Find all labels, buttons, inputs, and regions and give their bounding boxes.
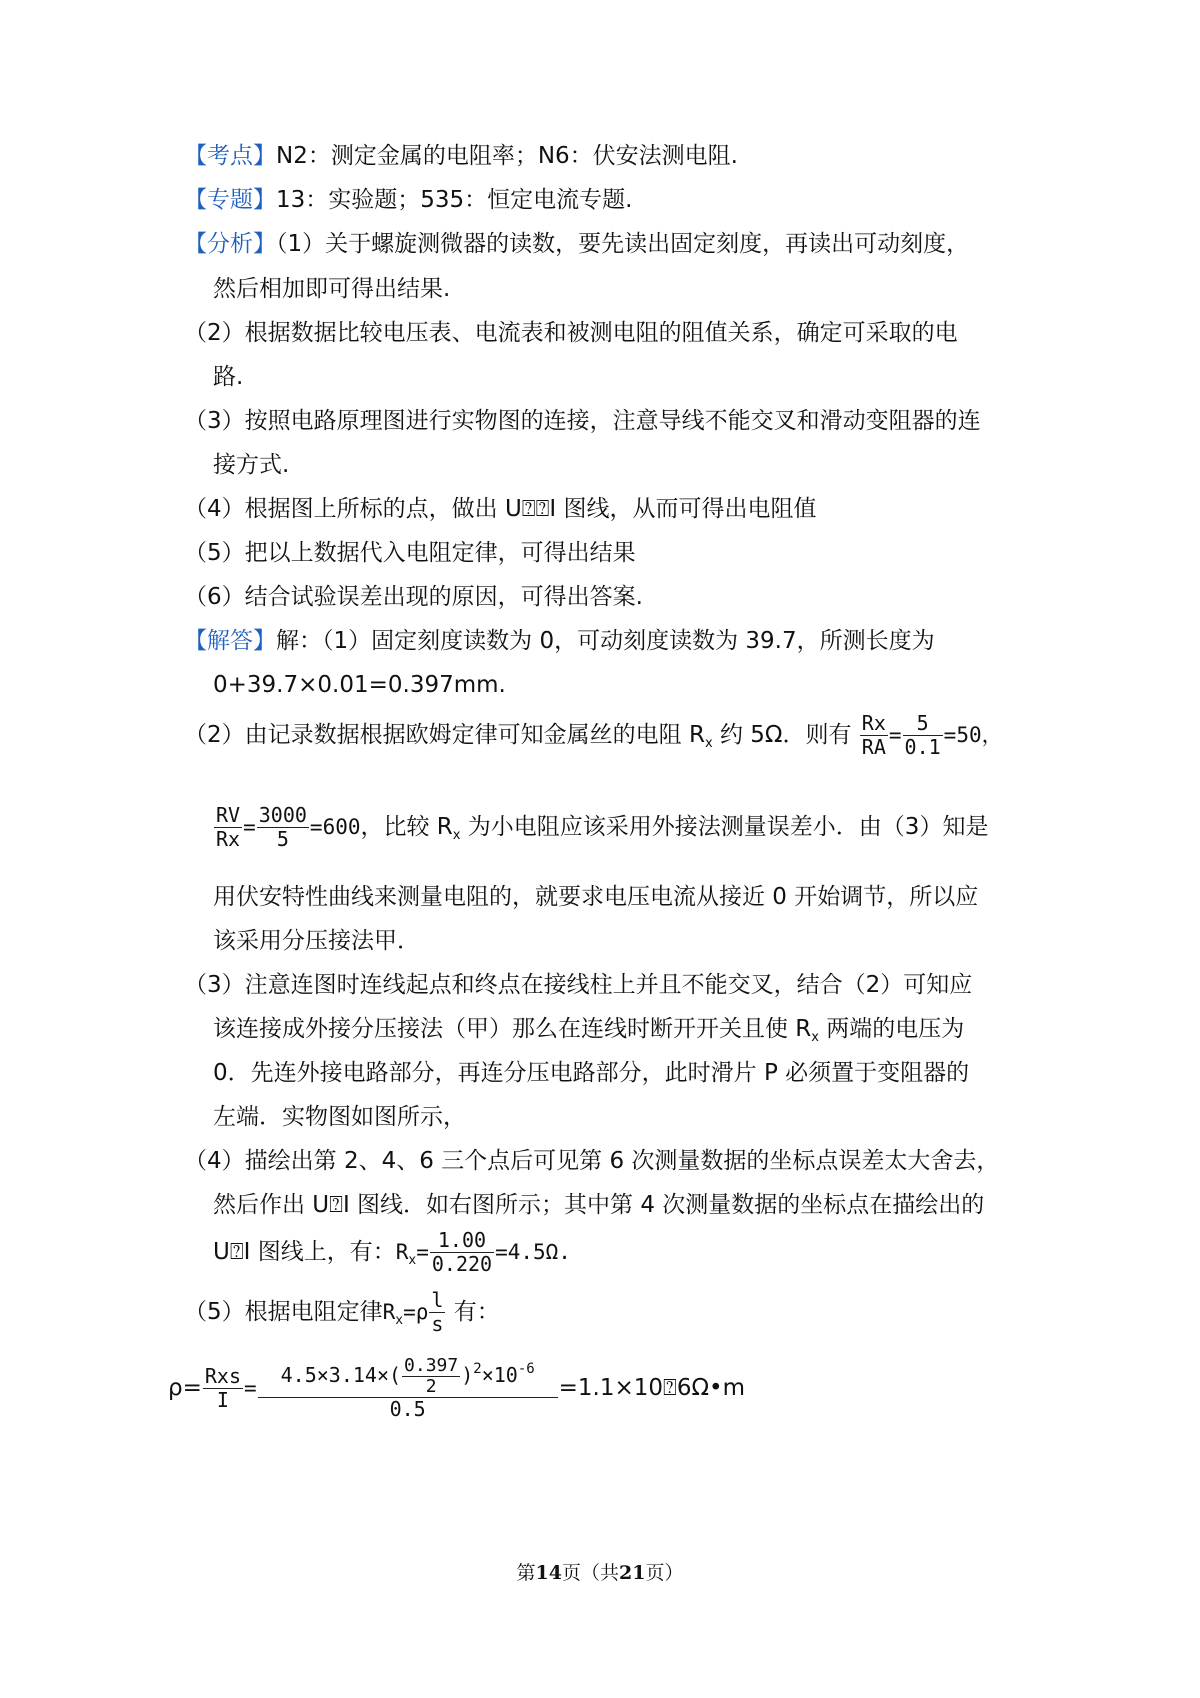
- fraction-0397-2: [402, 1356, 460, 1397]
- fenxi-p4: （4）根据图上所标的点，做出 U⍰⍰I 图线，从而可得出电阻值: [184, 496, 817, 522]
- big-num-b: ): [461, 1363, 474, 1387]
- s2a-result: =50，: [943, 723, 1003, 747]
- fraction-rxs-i: [203, 1365, 243, 1412]
- s5-post: 有：: [453, 1299, 500, 1325]
- jieda-s2b: $\frac{RV}{Rx}$ = $\frac{3000}{5}$ =600，比较 $R_x$ 为小电阻应该采用外接法测量误差小．由（3）知是: [216, 803, 989, 851]
- jieda-s4b: 然后作出 U⍰I 图线．如右图所示；其中第 4 次测量数据的坐标点在描绘出的: [213, 1192, 985, 1218]
- fraction-big-den: 0.5: [389, 1397, 426, 1421]
- fraction-l-s: [429, 1289, 445, 1336]
- footer-mid: 页（共: [561, 1562, 619, 1584]
- fraction-100-0220-den: 0.220: [431, 1252, 493, 1276]
- fraction-rx-ra: [860, 712, 888, 759]
- final-result: =1.1×10⍰6Ω•m: [558, 1375, 746, 1401]
- kaodian-text: N2：测定金属的电阻率；N6：伏安法测电阻.: [276, 143, 738, 169]
- fraction-3000-5-num: 3000: [258, 803, 307, 827]
- s5-rho: =ρ: [403, 1300, 429, 1324]
- fenxi-p6: （6）结合试验误差出现的原因，可得出答案.: [184, 584, 643, 610]
- footer-total-pages: 21: [619, 1562, 646, 1584]
- fraction-rv-rx: [214, 804, 242, 851]
- zhuanti-line: [184, 185, 632, 215]
- fraction-100-0220-num: 1.00: [430, 1229, 494, 1253]
- fraction-rx-ra-den: RA: [861, 735, 886, 759]
- fenxi-p1a: （1）关于螺旋测微器的读数，要先读出固定刻度，再读出可动刻度，: [276, 231, 970, 257]
- jieda-line-1: [184, 626, 935, 656]
- fenxi-p3a: （3）按照电路原理图进行实物图的连接，注意导线不能交叉和滑动变阻器的连: [184, 408, 981, 434]
- s2b-result: =600: [309, 815, 361, 839]
- fenxi-p2b: 路.: [213, 364, 244, 390]
- fenxi-p1b: 然后相加即可得出结果.: [213, 276, 451, 302]
- fenxi-p2a: （2）根据数据比较电压表、电流表和被测电阻的阻值关系，确定可采取的电: [184, 320, 958, 346]
- footer-pre: 第: [516, 1562, 536, 1584]
- fraction-5-01-num: 5: [903, 712, 943, 736]
- jieda-s4a: （4）描绘出第 2、4、6 三个点后可见第 6 次测量数据的坐标点误差太大舍去，: [184, 1148, 1000, 1174]
- page-footer: [0, 1558, 1200, 1585]
- fraction-big: [258, 1356, 558, 1421]
- s2b-sub-x: x: [452, 828, 461, 843]
- footer-page-number: 14: [535, 1562, 562, 1584]
- big-num-a: 4.5×3.14×(: [280, 1363, 402, 1387]
- jieda-s5: （5）根据电阻定律$R_x=\rho$ $\frac{l}{s}$ 有：: [184, 1288, 500, 1336]
- jieda-s3d: 左端．实物图如图所示，: [213, 1104, 466, 1130]
- fraction-rxs-i-den: I: [216, 1388, 229, 1412]
- fraction-big-num: 4.5×3.14×( $\frac{0.397}{2}$ )$^2\times 10^{-6}$: [258, 1356, 558, 1398]
- jieda-s4c: U⍰I 图线上，有：$R_x=$ $\frac{1.00}{0.220}$ =4.5Ω.: [213, 1228, 571, 1276]
- fraction-rv-rx-den: Rx: [216, 827, 241, 851]
- s2a-mid: 约 5Ω．则有: [712, 722, 852, 748]
- jieda-s3c: 0．先连外接电路部分，再连分压电路部分，此时滑片 P 必须置于变阻器的: [213, 1060, 970, 1086]
- fraction-5-01-den: 0.1: [904, 735, 941, 759]
- s4c-pre: U⍰I 图线上，有：: [213, 1239, 396, 1265]
- fenxi-p5: （5）把以上数据代入电阻定律，可得出结果: [184, 540, 636, 566]
- s3b-sub-x: x: [811, 1030, 819, 1045]
- jieda-s3b: [213, 1014, 964, 1053]
- fraction-l-s-den: s: [431, 1312, 444, 1336]
- fraction-rv-rx-num: RV: [216, 803, 241, 827]
- s2b-txt2: 为小电阻应该采用外接法测量误差小．由（3）知是: [460, 814, 989, 840]
- fraction-rx-ra-num: Rx: [861, 711, 886, 735]
- s4c-result: =4.5Ω.: [495, 1240, 571, 1264]
- fraction-5-01: [903, 712, 943, 759]
- s2a-pre: （2）由记录数据根据欧姆定律可知金属丝的电阻 R: [184, 722, 705, 748]
- s2a-sub-x: x: [704, 736, 713, 751]
- jieda-s2d: 该采用分压接法甲．: [213, 928, 420, 954]
- kaodian-tag: 【考点】: [184, 143, 276, 169]
- s3b-part2: 两端的电压为: [819, 1016, 965, 1042]
- s3b-part1: 该连接成外接分压接法（甲）那么在连线时断开开关且使 R: [213, 1016, 812, 1042]
- fraction-3000-5: [257, 804, 309, 851]
- fenxi-line-1: [184, 229, 969, 259]
- fraction-0397-2-num: 0.397: [404, 1355, 459, 1376]
- rho-formula: ρ= $\frac{\text{Rxs}}{I}$ = 4.5×3.14×( $\frac{0.397}{2}$ )$^2\times 10^{-6}$ 0.5 =1.1×10⍰6Ω•m: [168, 1355, 746, 1421]
- kaodian-line: [184, 141, 738, 171]
- jieda-s3a: （3）注意连图时连线起点和终点在接线柱上并且不能交叉，结合（2）可知应: [184, 972, 973, 998]
- zhuanti-tag: 【专题】: [184, 187, 276, 213]
- jieda-s1b: 0+39.7×0.01=0.397mm.: [213, 672, 506, 698]
- fraction-l-s-num: l: [431, 1288, 444, 1312]
- fraction-100-0220: [430, 1229, 494, 1276]
- jieda-s2c: 用伏安特性曲线来测量电阻的，就要求电压电流从接近 0 开始调节，所以应: [213, 884, 979, 910]
- jieda-s2a: （2）由记录数据根据欧姆定律可知金属丝的电阻 $R_x$ 约 5Ω．则有 $\frac{Rx}{RA}$ = $\frac{5}{0.1}$ =50，: [184, 711, 1003, 759]
- jieda-s1a: 解：（1）固定刻度读数为 0，可动刻度读数为 39.7，所测长度为: [276, 628, 935, 654]
- fenxi-tag: 【分析】: [184, 231, 276, 257]
- s5-pre: （5）根据电阻定律: [184, 1299, 383, 1325]
- jieda-tag: 【解答】: [184, 628, 276, 654]
- zhuanti-text: 13：实验题；535：恒定电流专题.: [276, 187, 633, 213]
- big-num-c: ×10: [481, 1363, 518, 1387]
- s2b-txt1: ，比较 R: [360, 814, 453, 840]
- fraction-0397-2-den: 2: [425, 1376, 437, 1397]
- footer-post: 页）: [645, 1562, 684, 1584]
- rho-eq: ρ=: [168, 1375, 202, 1401]
- fraction-rxs-i-num: Rxs: [204, 1364, 241, 1388]
- fraction-3000-5-den: 5: [276, 827, 289, 851]
- fenxi-p3b: 接方式.: [213, 452, 290, 478]
